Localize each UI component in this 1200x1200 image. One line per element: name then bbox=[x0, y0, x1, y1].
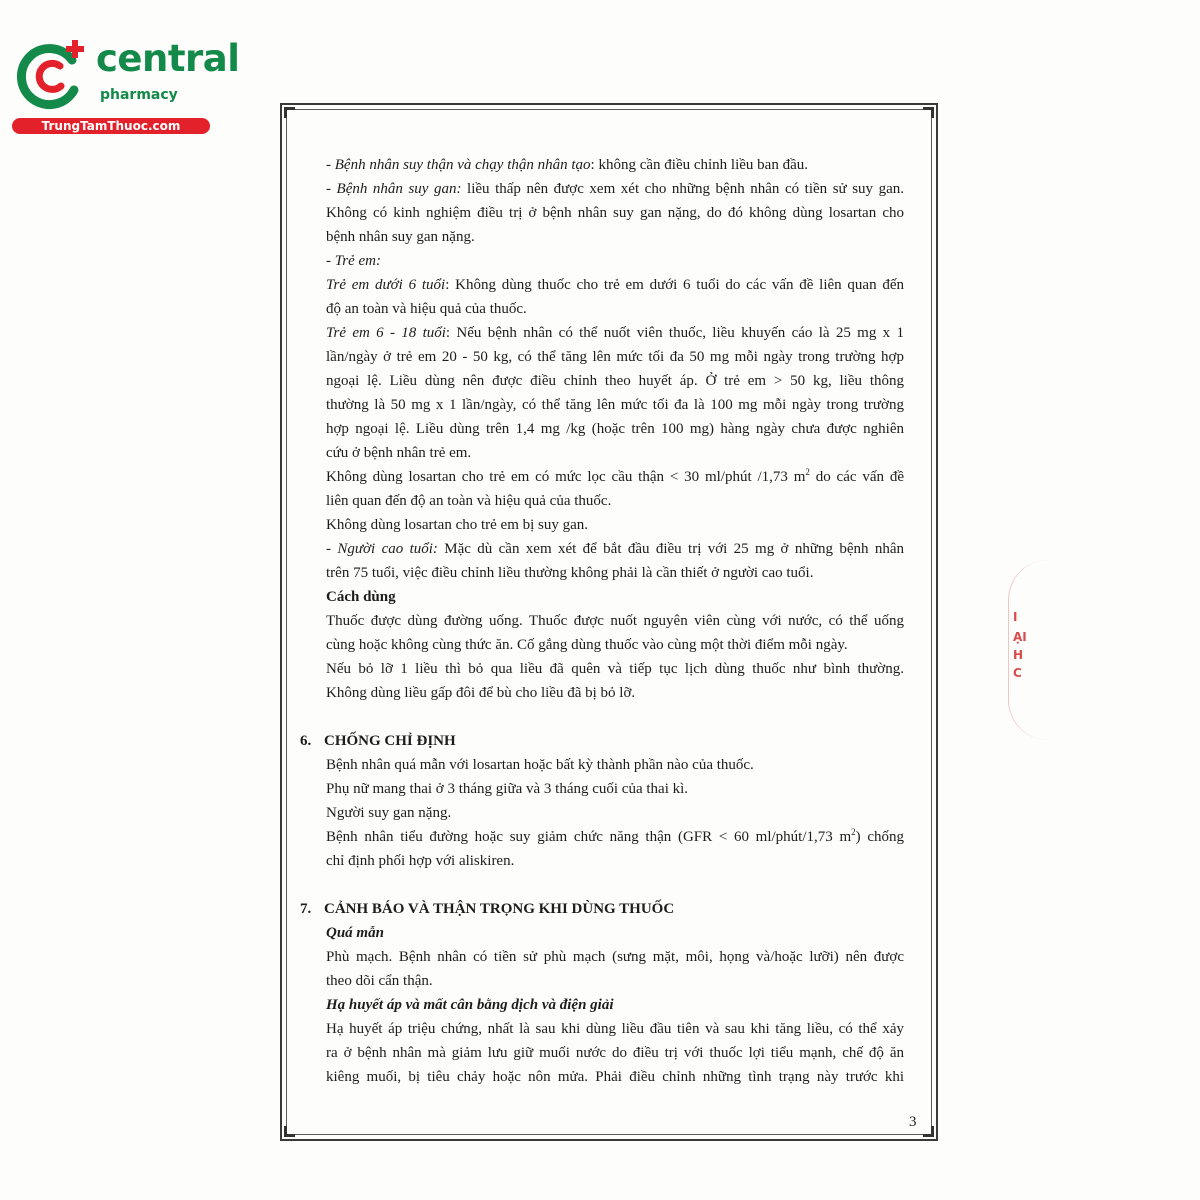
text-line bbox=[326, 969, 904, 993]
text-run: : Nếu bệnh nhân có thể nuốt viên thuốc, liều khuyến cáo là 25 mg x 1 bbox=[445, 325, 904, 341]
subheading-cach-dung bbox=[326, 585, 904, 609]
text-line bbox=[326, 945, 904, 969]
frame-corner-ornament bbox=[923, 107, 934, 118]
stamp-text: C bbox=[1013, 666, 1022, 680]
stamp-text: I bbox=[1013, 610, 1018, 624]
text-run: Phù mạch. Bệnh nhân có tiền sử phù mạch (sưng mặt, môi, họng và/hoặc lưỡi) nên được bbox=[326, 949, 904, 965]
text-line bbox=[326, 225, 904, 249]
text-run: - Người cao tuổi: bbox=[326, 541, 438, 557]
text-line bbox=[326, 201, 904, 225]
frame-corner-ornament bbox=[923, 1126, 934, 1137]
section-heading-7 bbox=[300, 897, 674, 921]
text-run: Không dùng losartan cho trẻ em bị suy gan. bbox=[326, 517, 589, 533]
text-run: - Bệnh nhân suy gan: bbox=[326, 181, 462, 197]
text-line bbox=[326, 393, 904, 417]
text-line bbox=[326, 561, 904, 585]
text-run: liên quan đến độ an toàn và hiệu quả của thuốc. bbox=[326, 493, 612, 509]
text-run: hợp ngoại lệ. Liều dùng trên 1,4 mg /kg (hoặc trên 100 mg) hàng ngày chưa được nghiên bbox=[326, 421, 904, 437]
text-line bbox=[326, 369, 904, 393]
text-run: Hạ huyết áp và mất cân bằng dịch và điện giải bbox=[326, 997, 614, 1013]
text-run: Hạ huyết áp triệu chứng, nhất là sau khi dùng liều đầu tiên và sau khi tăng liều, có thể xảy bbox=[326, 1021, 904, 1037]
text-run: cùng hoặc không cùng thức ăn. Cố gắng dùng thuốc vào cùng một thời điểm mỗi ngày. bbox=[326, 637, 848, 653]
stamp-text: ẠI bbox=[1013, 630, 1027, 644]
text-run: ) chống bbox=[855, 829, 904, 845]
text-run: cứu ở bệnh nhân trẻ em. bbox=[326, 445, 472, 461]
text-run: - Trẻ em: bbox=[326, 253, 381, 269]
brand-logo[interactable] bbox=[12, 37, 240, 138]
brand-site-link[interactable]: TrungTamThuoc.com bbox=[12, 118, 210, 134]
subheading-qua-man bbox=[326, 921, 904, 945]
text-run: Nếu bỏ lỡ 1 liều thì bỏ qua liều đã quên và tiếp tục lịch dùng thuốc như bình thường. bbox=[326, 661, 904, 677]
text-line bbox=[326, 1041, 904, 1065]
text-line bbox=[326, 849, 904, 873]
stamp-text: H bbox=[1013, 648, 1024, 662]
text-line bbox=[326, 489, 904, 513]
text-line bbox=[326, 801, 904, 825]
text-run: Trẻ em 6 - 18 tuổi bbox=[326, 325, 446, 341]
text-line bbox=[326, 465, 904, 489]
text-run: Quá mẫn bbox=[326, 925, 384, 941]
brand-tagline: pharmacy bbox=[100, 87, 178, 103]
superscript: 2 bbox=[805, 467, 810, 477]
section-heading-6 bbox=[300, 729, 456, 753]
text-line bbox=[326, 153, 904, 177]
text-line bbox=[326, 177, 904, 201]
text-run: liều thấp nên được xem xét cho những bệnh nhân có tiền sử suy gan. bbox=[461, 181, 905, 197]
text-run: Không có kinh nghiệm điều trị ở bệnh nhân suy gan nặng, do đó không dùng losartan cho bbox=[326, 205, 904, 221]
text-line bbox=[326, 1017, 904, 1041]
text-run: - Bệnh nhân suy thận và chạy thận nhân tạo bbox=[326, 157, 591, 173]
text-run: Bệnh nhân quá mẫn với losartan hoặc bất kỳ thành phần nào của thuốc. bbox=[326, 757, 754, 773]
text-run: Không dùng liều gấp đôi để bù cho liều đã bị bỏ lỡ. bbox=[326, 685, 636, 701]
text-run: ngoại lệ. Liều dùng nên được điều chỉnh theo huyết áp. Ở trẻ em > 50 kg, liều thông bbox=[326, 373, 904, 389]
text-run: Bệnh nhân tiểu đường hoặc suy giảm chức năng thận (GFR < 60 ml/phút/1,73 m bbox=[326, 829, 852, 845]
text-run: ra ở bệnh nhân mà giảm lưu giữ muối nước do điều trị với thuốc lợi tiểu mạnh, chế độ ăn bbox=[326, 1045, 904, 1061]
page-number: 3 bbox=[909, 1114, 917, 1130]
text-run: Mặc dù cần xem xét để bắt đầu điều trị với 25 mg ở những bệnh nhân bbox=[437, 541, 904, 557]
text-line bbox=[326, 297, 904, 321]
frame-corner-ornament bbox=[284, 1126, 295, 1137]
superscript: 2 bbox=[851, 827, 856, 837]
text-line bbox=[326, 681, 904, 705]
text-run: Người suy gan nặng. bbox=[326, 805, 452, 821]
text-run: Cách dùng bbox=[326, 589, 396, 605]
text-line bbox=[326, 777, 904, 801]
text-run: chỉ định phối hợp với aliskiren. bbox=[326, 853, 515, 869]
section-title: CHỐNG CHỈ ĐỊNH bbox=[324, 733, 456, 749]
section-title: CẢNH BÁO VÀ THẬN TRỌNG KHI DÙNG THUỐC bbox=[324, 901, 675, 917]
stamp-fragment bbox=[1010, 570, 1030, 730]
text-run: trên 75 tuổi, việc điều chỉnh liều thường không phải là cần thiết ở người cao tuổi. bbox=[326, 565, 814, 581]
text-run: Không dùng losartan cho trẻ em có mức lọc cầu thận < 30 ml/phút /1,73 m bbox=[326, 469, 806, 485]
text-run: do các vấn đề bbox=[809, 469, 904, 485]
text-run: : không cần điều chỉnh liều ban đầu. bbox=[590, 157, 808, 173]
text-line bbox=[326, 825, 904, 849]
central-pharmacy-logo-icon bbox=[12, 38, 88, 114]
text-run: độ an toàn và hiệu quả của thuốc. bbox=[326, 301, 527, 317]
text-line bbox=[326, 753, 904, 777]
text-run: kiêng muối, bị tiêu chảy hoặc nôn mửa. Phải điều chỉnh những tình trạng này trước khi bbox=[326, 1069, 904, 1085]
text-line bbox=[326, 1065, 904, 1089]
text-run: bệnh nhân suy gan nặng. bbox=[326, 229, 475, 245]
text-line bbox=[326, 321, 904, 345]
text-run: : Không dùng thuốc cho trẻ em dưới 6 tuổi do các vấn đề liên quan đến bbox=[445, 277, 904, 293]
text-line bbox=[326, 417, 904, 441]
text-run: theo dõi cẩn thận. bbox=[326, 973, 433, 989]
subheading-ha-huyet-ap bbox=[326, 993, 904, 1017]
text-run: thường là 50 mg x 1 lần/ngày, có thể tăng lên mức tối đa là 100 mg mỗi ngày trong trường bbox=[326, 397, 904, 413]
text-line bbox=[326, 513, 904, 537]
text-line bbox=[326, 249, 904, 273]
brand-name: central bbox=[96, 37, 240, 80]
text-run: lần/ngày ở trẻ em 20 - 50 kg, có thể tăng lên mức tối đa 50 mg mỗi ngày trong trường hợp bbox=[326, 349, 904, 365]
frame-corner-ornament bbox=[284, 107, 295, 118]
text-line bbox=[326, 657, 904, 681]
text-line bbox=[326, 609, 904, 633]
text-line bbox=[326, 633, 904, 657]
text-run: Phụ nữ mang thai ở 3 tháng giữa và 3 tháng cuối của thai kì. bbox=[326, 781, 689, 797]
text-line bbox=[326, 441, 904, 465]
section-number: 6. bbox=[300, 733, 312, 749]
section-number: 7. bbox=[300, 901, 312, 917]
text-run: Trẻ em dưới 6 tuổi bbox=[326, 277, 446, 293]
text-line bbox=[326, 273, 904, 297]
text-run: Thuốc được dùng đường uống. Thuốc được nuốt nguyên viên cùng với nước, có thể uống bbox=[326, 613, 904, 629]
text-line bbox=[326, 537, 904, 561]
text-line bbox=[326, 345, 904, 369]
